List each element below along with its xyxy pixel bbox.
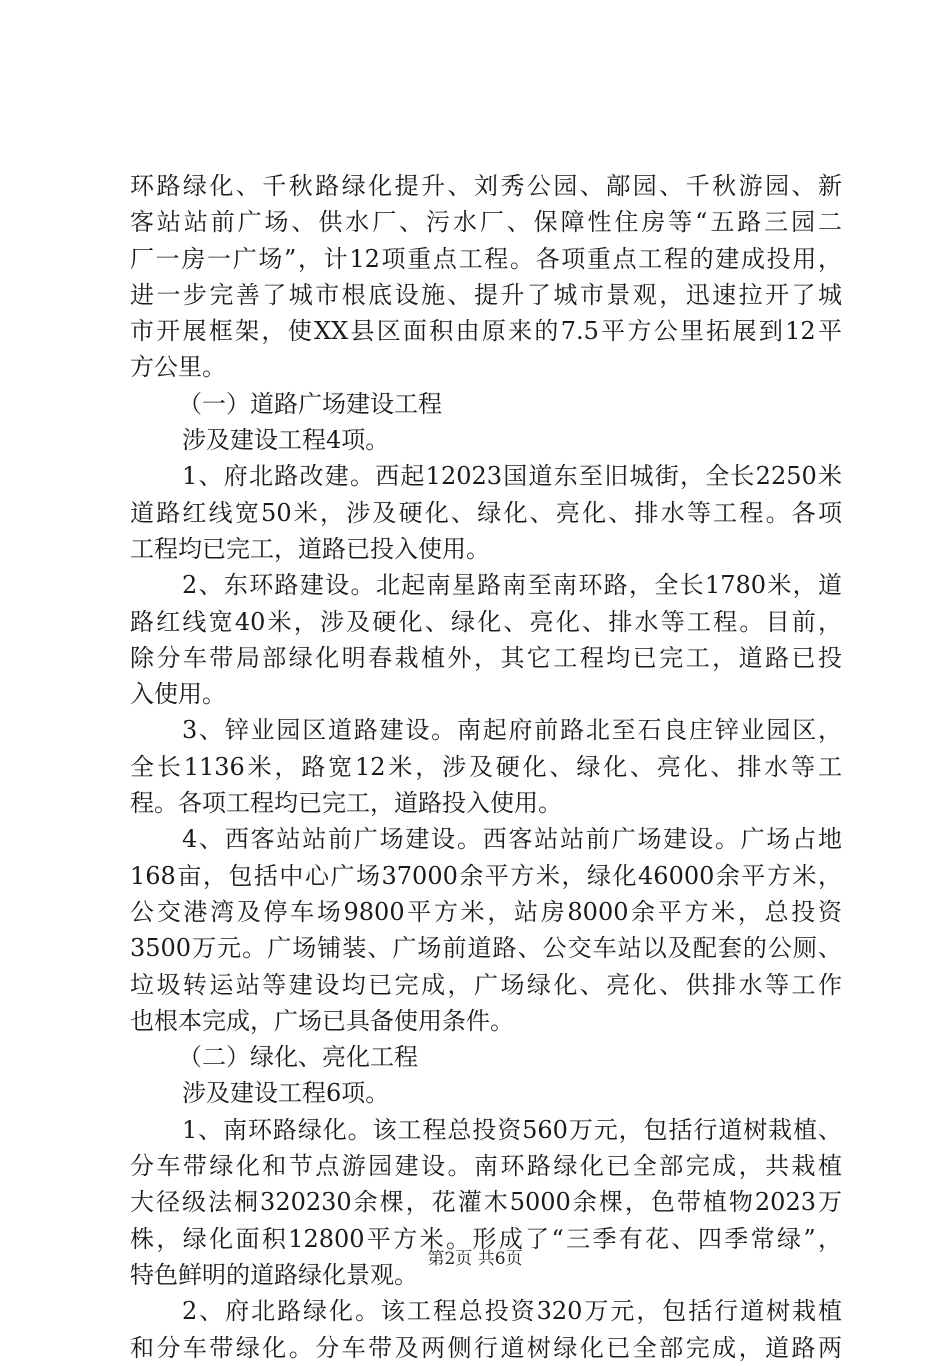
text-line: 3、锌业园区道路建设。南起府前路北至石良庄锌业园区， bbox=[182, 716, 842, 745]
text-line: 市开展框架，使XX县区面积由原来的7.5平方公里拓展到12平 bbox=[130, 317, 842, 346]
text-line: 路红线宽40米，涉及硬化、绿化、亮化、排水等工程。目前， bbox=[130, 607, 842, 636]
text-line: 也根本完成，广场已具备使用条件。 bbox=[130, 1006, 514, 1035]
text-line: 1、南环路绿化。该工程总投资560万元，包括行道树栽植、 bbox=[182, 1115, 842, 1144]
text-line: 垃圾转运站等建设均已完成，广场绿化、亮化、供排水等工作 bbox=[130, 970, 842, 999]
text-line: 168亩，包括中心广场37000余平方米，绿化46000余平方米， bbox=[130, 861, 842, 890]
text-line: 分车带绿化和节点游园建设。南环路绿化已全部完成，共栽植 bbox=[130, 1152, 842, 1181]
text-line: 和分车带绿化。分车带及两侧行道树绿化已全部完成，道路两 bbox=[130, 1333, 842, 1362]
section-heading-2: （二）绿化、亮化工程 bbox=[178, 1043, 418, 1072]
text-line: 环路绿化、千秋路绿化提升、刘秀公园、鄗园、千秋游园、新 bbox=[130, 172, 842, 200]
text-line: 2、府北路绿化。该工程总投资320万元，包括行道树栽植 bbox=[182, 1297, 842, 1326]
text-line: 全长1136米，路宽12米，涉及硬化、绿化、亮化、排水等工 bbox=[130, 752, 842, 781]
text-line: 1、府北路改建。西起12023国道东至旧城街，全长2250米 bbox=[182, 462, 842, 491]
page-number-label: 第2页 共6页 bbox=[427, 1249, 523, 1269]
text-line: 公交港湾及停车场9800平方米，站房8000余平方米，总投资 bbox=[130, 897, 842, 926]
text-line: 4、西客站站前广场建设。西客站站前广场建设。广场占地 bbox=[182, 825, 842, 854]
text-line: 2、东环路建设。北起南星路南至南环路，全长1780米，道 bbox=[182, 571, 842, 600]
text-line: 入使用。 bbox=[130, 680, 226, 709]
text-line: 厂一房一广场”，计12项重点工程。各项重点工程的建成投用， bbox=[130, 244, 842, 273]
document-body bbox=[130, 168, 842, 1366]
text-line: 工程均已完工，道路已投入使用。 bbox=[130, 534, 490, 563]
text-line: 方公里。 bbox=[130, 353, 226, 382]
text-line: 除分车带局部绿化明春栽植外，其它工程均已完工，道路已投 bbox=[130, 643, 842, 672]
text-line: 客站站前广场、供水厂、污水厂、保障性住房等“五路三园二 bbox=[130, 208, 842, 237]
text-line: 涉及建设工程6项。 bbox=[182, 1079, 390, 1108]
text-line: 特色鲜明的道路绿化景观。 bbox=[130, 1260, 418, 1289]
text-line: 道路红线宽50米，涉及硬化、绿化、亮化、排水等工程。各项 bbox=[130, 498, 842, 527]
text-line: 进一步完善了城市根底设施、提升了城市景观，迅速拉开了城 bbox=[130, 280, 842, 309]
text-line: 株，绿化面积12800平方米。形成了“三季有花、四季常绿”， bbox=[130, 1224, 842, 1253]
page-footer bbox=[0, 1244, 950, 1269]
text-line: 程。各项工程均已完工，道路投入使用。 bbox=[130, 789, 562, 818]
text-line: 涉及建设工程4项。 bbox=[182, 426, 390, 455]
text-line: 大径级法桐320230余棵，花灌木5000余棵，色带植物2023万 bbox=[130, 1188, 842, 1217]
section-heading-1: （一）道路广场建设工程 bbox=[178, 389, 442, 418]
text-line: 3500万元。广场铺装、广场前道路、公交车站以及配套的公厕、 bbox=[130, 934, 842, 963]
